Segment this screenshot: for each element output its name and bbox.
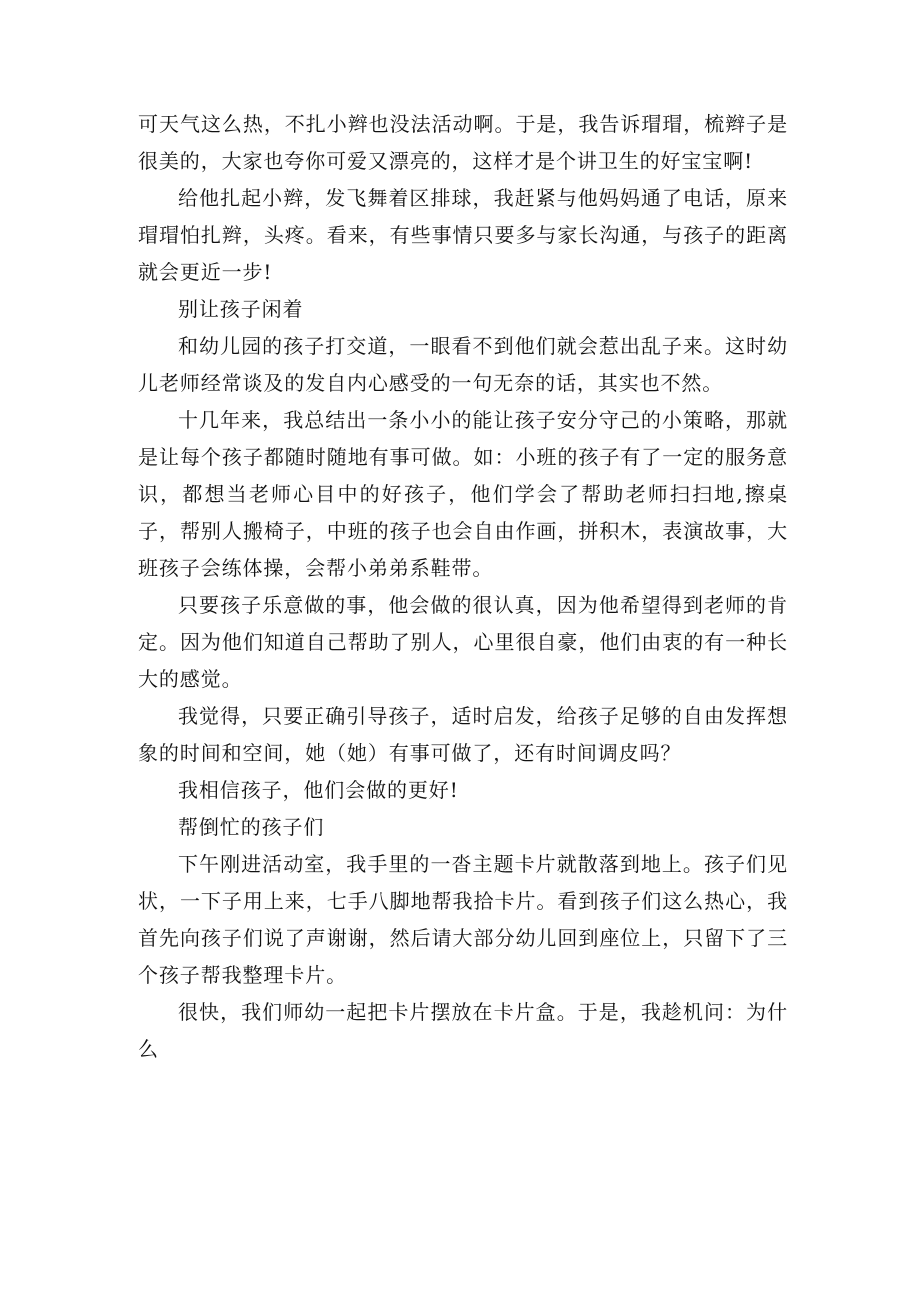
paragraph-9: 很快，我们师幼一起把卡片摆放在卡片盒。于是，我趁机问：为什么 xyxy=(138,1000,788,1061)
document-body xyxy=(138,106,788,1068)
paragraph-7: 我相信孩子，他们会做的更好! xyxy=(178,778,459,802)
paragraph-5: 只要孩子乐意做的事，他会做的很认真，因为他希望得到老师的肯定。因为他们知道自己帮助了别人，心里很自豪，他们由衷的有一种长大的感觉。 xyxy=(138,593,788,691)
paragraph-6: 我觉得，只要正确引导孩子，适时启发，给孩子足够的自由发挥想象的时间和空间，她（她）有事可做了，还有时间调皮吗？ xyxy=(138,704,788,765)
paragraph-4: 十几年来，我总结出一条小小的能让孩子安分守己的小策略，那就是让每个孩子都随时随地有事可做。如：小班的孩子有了一定的服务意识，都想当老师心目中的好孩子，他们学会了帮助老师扫扫地,擦桌子，帮别人搬椅子，中班的孩子也会自由作画，拼积木，表演故事，大班孩子会练体操，会帮小弟弟系鞋带。 xyxy=(138,408,788,580)
section-heading-1: 别让孩子闲着 xyxy=(178,297,304,321)
paragraph-8: 下午刚进活动室，我手里的一沓主题卡片就散落到地上。孩子们见状，一下子用上来，七手八脚地帮我拾卡片。看到孩子们这么热心，我首先向孩子们说了声谢谢，然后请大部分幼儿回到座位上，只留下了三个孩子帮我整理卡片。 xyxy=(138,852,788,987)
section-heading-2: 帮倒忙的孩子们 xyxy=(178,815,325,839)
paragraph-2: 给他扎起小辫，发飞舞着区排球，我赶紧与他妈妈通了电话，原来瑁瑁怕扎辫，头疼。看来，有些事情只要多与家长沟通，与孩子的距离就会更近一步! xyxy=(138,186,788,284)
paragraph-3: 和幼儿园的孩子打交道，一眼看不到他们就会惹出乱子来。这时幼儿老师经常谈及的发自内心感受的一句无奈的话，其实也不然。 xyxy=(138,334,788,395)
paragraph-1: 可天气这么热，不扎小辫也没法活动啊。于是，我告诉瑁瑁，梳辫子是很美的，大家也夸你可爱又漂亮的，这样才是个讲卫生的好宝宝啊! xyxy=(138,112,788,173)
